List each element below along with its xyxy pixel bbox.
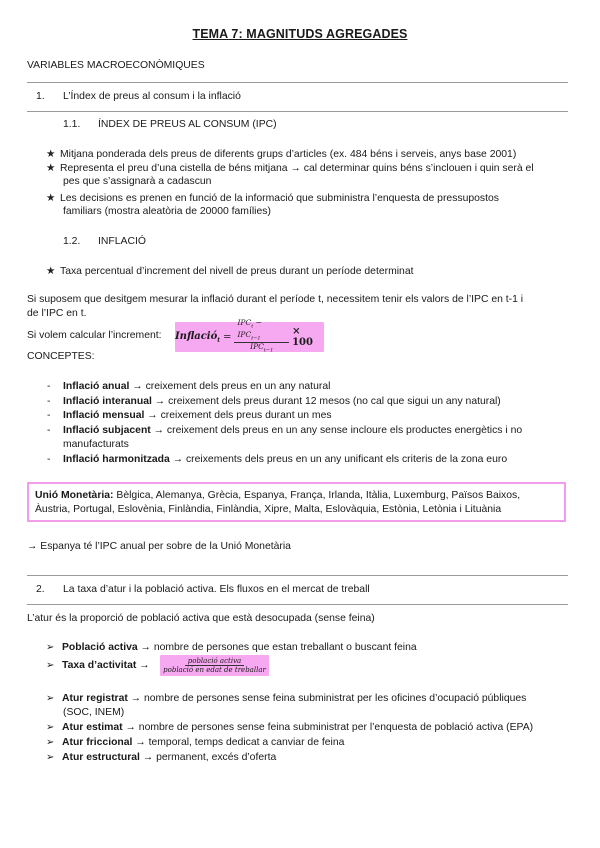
list-item-continuation: pes que s’assignarà a cadascun xyxy=(63,176,212,187)
subsection-1-1-number: 1.1. xyxy=(63,119,81,130)
monetary-union-box: Unió Monetària: Bèlgica, Alemanya, Grècia, Espanya, França, Irlanda, Itàlia, Luxemburg, Països Baixos, Àustria, Portugal, Eslovènia, Finlàndia, Finlàndia, Xipre, Malta, Eslovàquia, Estònia, Letònia i Lituània xyxy=(27,482,566,522)
list-item: ★ Representa el preu d’una cistella de béns mitjana → cal determinar quins béns s’inclouen i quin serà el xyxy=(46,162,534,174)
list-item-continuation: familiars (mostra aleatòria de 20000 famílies) xyxy=(63,206,271,217)
list-item: ➢ Taxa d’activitat → xyxy=(46,660,150,671)
subsection-1-1-title: ÍNDEX DE PREUS AL CONSUM (IPC) xyxy=(98,119,277,130)
spain-note: → Espanya té l’IPC anual per sobre de la Unió Monetària xyxy=(27,541,291,552)
divider xyxy=(27,575,568,576)
list-item: ➢ Població activa → nombre de persones que estan treballant o buscant feina xyxy=(46,642,417,653)
section-2-title: La taxa d’atur i la població activa. Els fluxos en el mercat de treball xyxy=(63,584,370,595)
arrowhead-icon: ➢ xyxy=(46,660,55,671)
list-item-continuation: manufacturats xyxy=(63,439,129,450)
inflation-formula: Inflació$_t$ = $\frac{IPC_t - IPC_{t-1}}{IPC_{t-1}}$ × 100 xyxy=(175,322,324,352)
list-item: - Inflació harmonitzada → creixements dels preus en un any unificant els criteris de la zona euro xyxy=(47,454,508,465)
page-title: TEMA 7: MAGNITUDS AGREGADES xyxy=(192,27,408,41)
section-1-title: L’Índex de preus al consum i la inflació xyxy=(63,91,241,102)
arrowhead-icon: ➢ xyxy=(46,737,55,748)
list-item: - Inflació subjacent → creixement dels preus en un any sense incloure els productes energètics i no xyxy=(47,425,523,436)
arrowhead-icon: ➢ xyxy=(46,752,55,763)
divider xyxy=(27,82,568,83)
list-item: ★ Les decisions es prenen en funció de la informació que subministra l’enquesta de pressupostos xyxy=(46,192,499,204)
subsection-1-2-title: INFLACIÓ xyxy=(98,236,146,247)
list-item: ★ Taxa percentual d’increment del nivell de preus durant un període determinat xyxy=(46,265,414,277)
subsection-1-2-number: 1.2. xyxy=(63,236,81,247)
arrowhead-icon: ➢ xyxy=(46,642,55,653)
increment-label: Si volem calcular l’increment: xyxy=(27,330,162,341)
list-item: ★ Mitjana ponderada dels preus de diferents grups d’articles (ex. 484 béns i serveis, anys base 2001) xyxy=(46,148,517,160)
activity-rate-formula: $\frac{\text{població activa}}{\text{població en edat de treballar}}$ xyxy=(160,655,269,676)
star-icon: ★ xyxy=(46,192,56,204)
list-item: - Inflació interanual → creixement dels preus durant 12 mesos (no cal que sigui un any natural) xyxy=(47,396,501,407)
section-1-number: 1. xyxy=(36,91,45,102)
star-icon: ★ xyxy=(46,265,56,277)
arrowhead-icon: ➢ xyxy=(46,722,55,733)
formula-fraction: $\frac{IPC_t - IPC_{t-1}}{IPC_{t-1}}$ xyxy=(234,319,289,355)
paragraph-line: de l’IPC en t. xyxy=(27,308,87,319)
star-icon: ★ xyxy=(46,148,56,160)
star-icon: ★ xyxy=(46,162,56,174)
paragraph-line: Si suposem que desitgem mesurar la inflació durant el període t, necessitem tenir els valors de l’IPC en t-1 i xyxy=(27,294,524,305)
list-item: ➢ Atur estimat → nombre de persones sense feina subministrat per l’enquesta de població activa (EPA) xyxy=(46,722,534,733)
list-item: ➢ Atur estructural → permanent, excés d’oferta xyxy=(46,752,277,763)
section-label: VARIABLES MACROECONÒMIQUES xyxy=(27,60,205,71)
list-item: - Inflació mensual → creixement dels preus durant un mes xyxy=(47,410,332,421)
section-2-number: 2. xyxy=(36,584,45,595)
list-item: ➢ Atur registrat → nombre de persones sense feina subministrat per les oficines d’ocupació públiques xyxy=(46,693,527,704)
list-item: - Inflació anual → creixement dels preus en un any natural xyxy=(47,381,331,392)
conceptes-label: CONCEPTES: xyxy=(27,351,95,362)
divider xyxy=(27,604,568,605)
divider xyxy=(27,111,568,112)
list-item-continuation: (SOC, INEM) xyxy=(63,707,125,718)
list-item: ➢ Atur friccional → temporal, temps dedicat a canviar de feina xyxy=(46,737,345,748)
unemployment-definition: L’atur és la proporció de població activa que està desocupada (sense feina) xyxy=(27,613,375,624)
arrowhead-icon: ➢ xyxy=(46,693,55,704)
